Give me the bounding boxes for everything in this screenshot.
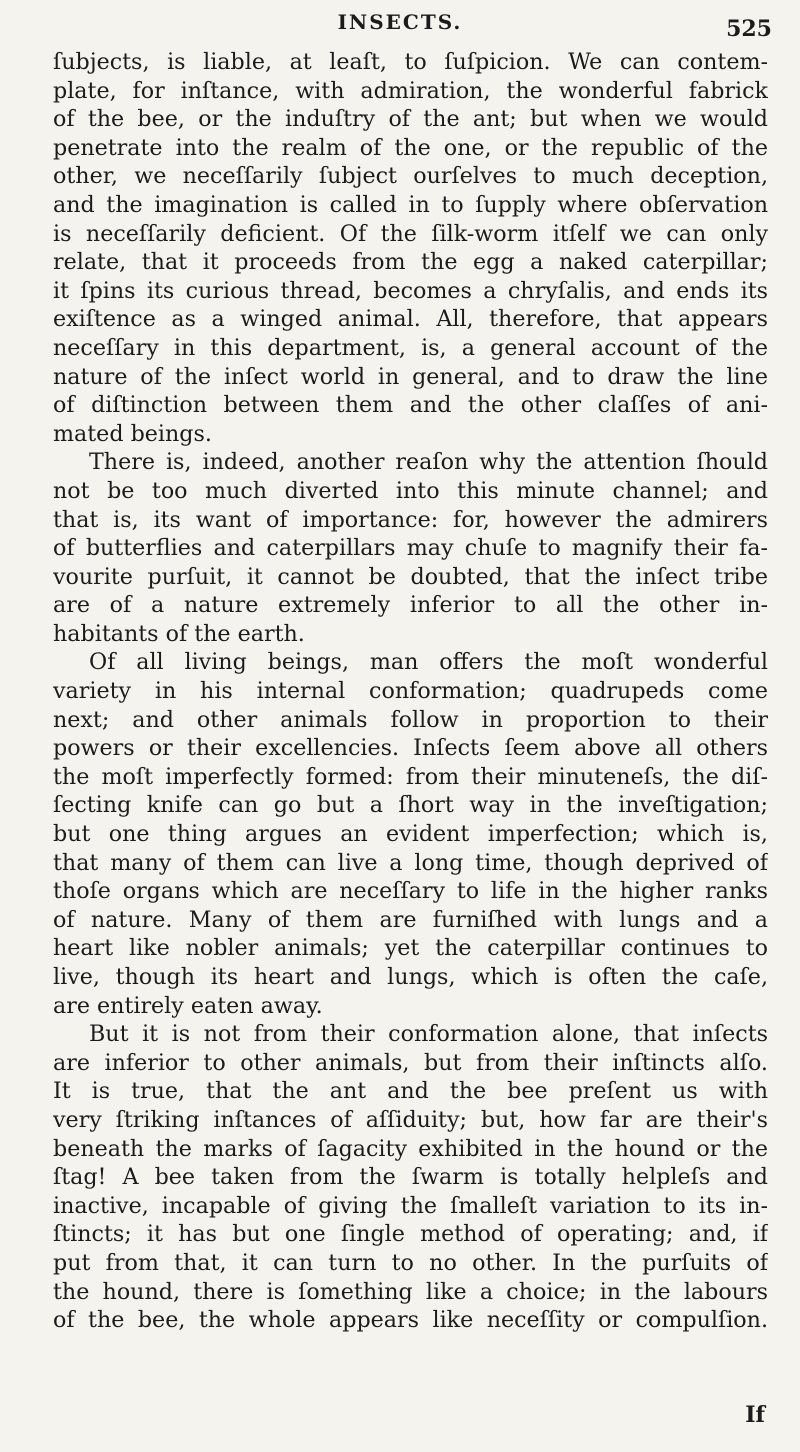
- text-line: ſecting knife can go but a ſhort way in the inveſtigation;: [53, 792, 768, 819]
- text-line: vourite purſuit, it cannot be doubted, that the inſect tribe: [53, 563, 768, 590]
- text-line: next; and other animals follow in proportion to their: [53, 706, 768, 733]
- text-line: plate, for inſtance, with admiration, the wonderful fabrick: [53, 77, 768, 104]
- text-line: of the bee, or the induſtry of the ant; but when we would: [53, 106, 768, 133]
- text-line: it ſpins its curious thread, becomes a chryſalis, and ends its: [53, 277, 768, 304]
- text-line: powers or their excellencies. Inſects ſeem above all others: [53, 735, 768, 762]
- text-line: There is, indeed, another reaſon why the attention ſhould: [89, 449, 768, 476]
- text-line: variety in his internal conformation; quadrupeds come: [53, 678, 768, 705]
- text-line: ſtag! A bee taken from the ſwarm is totally helpleſs and: [53, 1164, 768, 1191]
- body-text: [53, 48, 768, 1335]
- text-line: beneath the marks of ſagacity exhibited in the hound or the: [53, 1135, 768, 1162]
- text-line: It is true, that the ant and the bee preſent us with: [53, 1078, 768, 1105]
- text-line: of the bee, the whole appears like neceſſity or compulſion.: [53, 1307, 768, 1334]
- running-title: INSECTS.: [337, 10, 463, 34]
- text-line: is neceſſarily deficient. Of the ſilk-worm itſelf we can only: [53, 220, 768, 247]
- text-line: nature of the inſect world in general, and to draw the line: [53, 363, 768, 390]
- text-line: exiſtence as a winged animal. All, therefore, that appears: [53, 306, 768, 333]
- text-line: are inferior to other animals, but from their inſtincts alſo.: [53, 1049, 768, 1076]
- text-line: of nature. Many of them are furniſhed with lungs and a: [53, 906, 768, 933]
- text-line: are entirely eaten away.: [53, 992, 323, 1019]
- text-line: are of a nature extremely inferior to all the other in-: [53, 592, 768, 619]
- text-line: Of all living beings, man offers the moſt wonderful: [89, 649, 768, 676]
- text-line: very ſtriking inſtances of aſſiduity; but, how far are their's: [53, 1106, 768, 1133]
- text-line: inactive, incapable of giving the ſmalleſt variation to its in-: [53, 1192, 768, 1219]
- text-line: the hound, there is ſomething like a choice; in the labours: [53, 1278, 768, 1305]
- text-line: other, we neceſſarily ſubject ourſelves to much deception,: [53, 163, 768, 190]
- text-line: penetrate into the realm of the one, or the republic of the: [53, 134, 768, 161]
- text-line: of butterflies and caterpillars may chuſe to magnify their fa-: [53, 535, 768, 562]
- text-line: But it is not from their conformation alone, that inſects: [89, 1021, 768, 1048]
- text-line: live, though its heart and lungs, which is often the caſe,: [53, 964, 768, 990]
- text-line: neceſſary in this department, is, a general account of the: [53, 334, 768, 361]
- text-line: that is, its want of importance: for, however the admirers: [53, 506, 768, 533]
- text-line: relate, that it proceeds from the egg a naked caterpillar;: [53, 249, 768, 276]
- text-line: habitants of the earth.: [53, 620, 305, 647]
- text-line: ſubjects, is liable, at leaſt, to ſuſpicion. We can contem-: [53, 49, 768, 75]
- text-line: the moſt imperfectly formed: from their minuteneſs, the diſ-: [53, 763, 768, 790]
- text-line: and the imagination is called in to ſupply where obſervation: [53, 191, 768, 218]
- text-line: heart like nobler animals; yet the caterpillar continues to: [53, 935, 768, 962]
- text-line: thoſe organs which are neceſſary to life in the higher ranks: [53, 878, 768, 905]
- text-line: that many of them can live a long time, though deprived of: [53, 849, 768, 876]
- text-line: not be too much diverted into this minute channel; and: [53, 477, 768, 504]
- page-number: 525: [726, 16, 772, 42]
- text-line: mated beings.: [53, 420, 212, 447]
- text-line: of diſtinction between them and the other claſſes of ani-: [53, 392, 768, 419]
- text-line: but one thing argues an evident imperfection; which is,: [53, 821, 768, 848]
- text-line: put from that, it can turn to no other. In the purſuits of: [53, 1249, 768, 1276]
- text-line: ſtincts; it has but one ſingle method of operating; and, if: [53, 1221, 768, 1248]
- catchword: If: [745, 1402, 765, 1428]
- page-header: [0, 6, 800, 44]
